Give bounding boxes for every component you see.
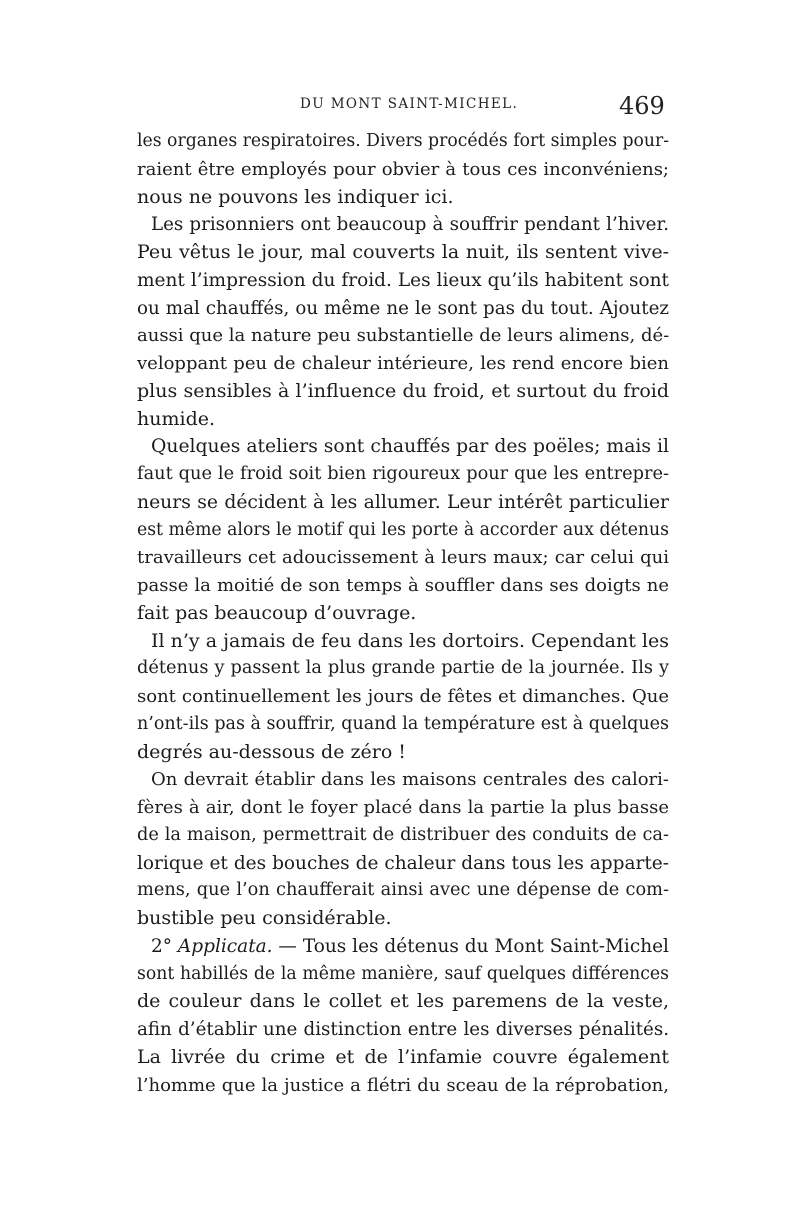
text-line: bustible peu considérable.	[137, 907, 392, 929]
text-line: On devrait établir dans les maisons centrales des calori-	[151, 769, 669, 791]
text-line: les organes respiratoires. Divers procédés fort simples pour-	[137, 131, 670, 151]
text-line: passe la moitié de son temps à souffler dans ses doigts ne	[137, 575, 669, 596]
text-line: degrés au-dessous de zéro !	[137, 740, 406, 763]
text-line: est même alors le motif qui les porte à accorder aux détenus	[137, 519, 669, 540]
running-head	[0, 92, 800, 122]
text-line: Peu vêtus le jour, mal couverts la nuit, ils sentent vive-	[137, 241, 669, 263]
section-heading: Applicata.	[177, 935, 273, 957]
text-line: plus sensibles à l’influence du froid, et surtout du froid	[137, 379, 669, 402]
text-line: de la maison, permettrait de distribuer des conduits de ca-	[137, 824, 669, 845]
text-line: aussi que la nature peu substantielle de leurs alimens, dé-	[137, 325, 670, 347]
running-title: DU MONT SAINT-MICHEL.	[300, 96, 519, 112]
text-line: ou mal chauffés, ou même ne le sont pas du tout. Ajoutez	[137, 297, 669, 319]
text-line: faut que le froid soit bien rigoureux pour que les entrepre-	[137, 464, 669, 484]
text-line: sont continuellement les jours de fêtes et dimanches. Que	[137, 686, 669, 707]
text-line: Il n’y a jamais de feu dans les dortoirs. Cependant les	[151, 629, 669, 652]
text-line: raient être employés pour obvier à tous ces inconvéniens;	[137, 158, 669, 180]
section-heading-line	[137, 933, 669, 961]
text-line: travailleurs cet adoucissement à leurs maux; car celui qui	[137, 547, 669, 569]
text-line: l’homme que la justice a flétri du sceau de la réprobation,	[137, 1074, 669, 1096]
text-line: fères à air, dont le foyer placé dans la partie la plus basse	[137, 797, 669, 818]
section-heading-rest: — Tous les détenus du Mont Saint-Michel	[272, 935, 669, 957]
body-text	[137, 128, 669, 1099]
text-line: neurs se décident à les allumer. Leur intérêt particulier	[137, 491, 669, 513]
text-line: Les prisonniers ont beaucoup à souffrir pendant l’hiver.	[151, 214, 669, 236]
text-line: n’ont-ils pas à souffrir, quand la température est à quelques	[137, 713, 669, 734]
text-line: veloppant peu de chaleur intérieure, les rend encore bien	[137, 353, 669, 374]
text-line: sont habillés de la même manière, sauf quelques différences	[137, 963, 669, 984]
text-line: nous ne pouvons les indiquer ici.	[137, 185, 454, 208]
text-line: de couleur dans le collet et les paremens de la veste,	[137, 990, 669, 1013]
text-line: fait pas beaucoup d’ouvrage.	[137, 601, 417, 624]
text-line: mens, que l’on chaufferait ainsi avec une dépense de com-	[137, 880, 669, 901]
page-number: 469	[619, 92, 665, 120]
text-line: ment l’impression du froid. Les lieux qu’ils habitent sont	[137, 269, 669, 291]
text-line: La livrée du crime et de l’infamie couvre également	[137, 1045, 669, 1068]
text-line: lorique et des bouches de chaleur dans tous les apparte-	[137, 852, 669, 874]
text-line: détenus y passent la plus grande partie de la journée. Ils y	[137, 658, 669, 679]
text-line: humide.	[137, 407, 216, 430]
text-line: Quelques ateliers sont chauffés par des poëles; mais il	[151, 436, 669, 458]
section-number: 2°	[151, 935, 173, 957]
text-line: afin d’établir une distinction entre les diverses pénalités.	[137, 1019, 669, 1040]
